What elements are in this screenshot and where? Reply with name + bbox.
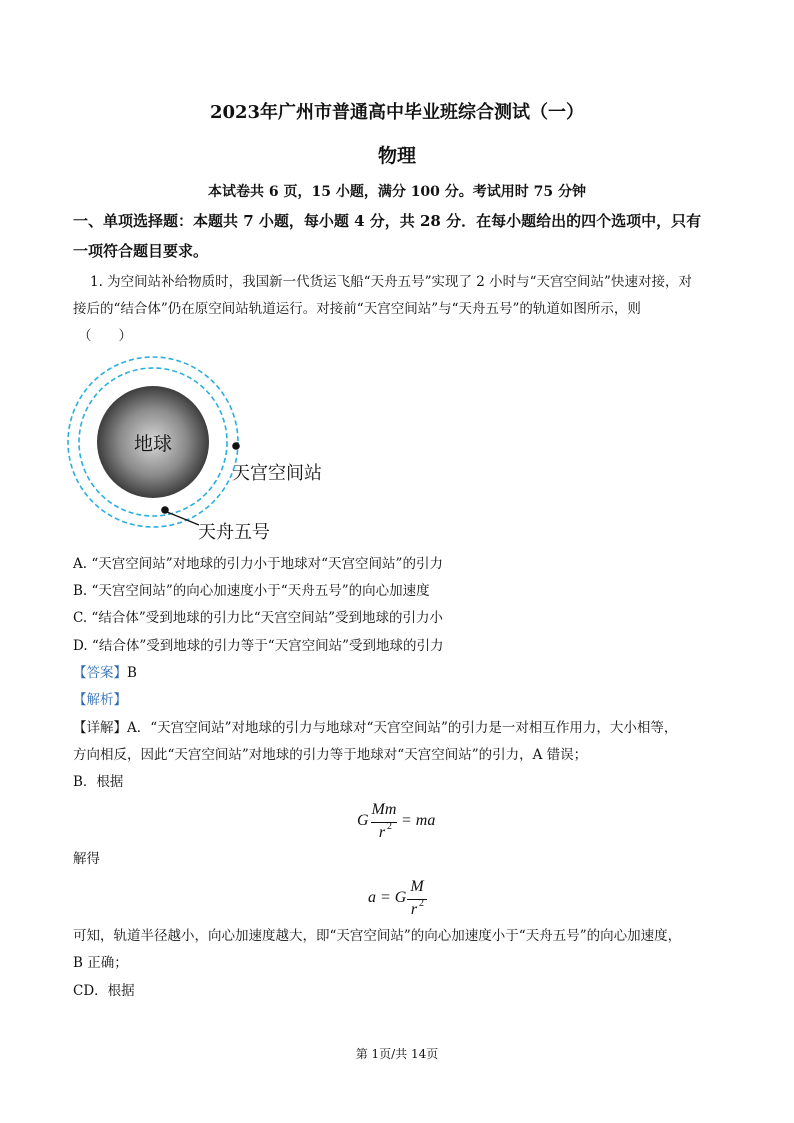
detail-b-intro: B．根据 — [73, 774, 124, 790]
page-number: 第 1页/共 14页 — [355, 1047, 439, 1061]
detail-line-2: 方向相反，因此“天宫空间站”对地球的引力等于地球对“天宫空间站”的引力，A 错误； — [73, 747, 588, 763]
option-b: B. “天宫空间站”的向心加速度小于“天舟五号”的向心加速度 — [73, 583, 430, 599]
ship-label: 天舟五号 — [198, 522, 270, 543]
answer-row — [73, 664, 137, 683]
formula-gravitation — [357, 801, 447, 846]
orbit-figure — [60, 355, 360, 545]
option-d: D. “结合体”受到地球的引力等于“天宫空间站”受到地球的引力 — [73, 638, 444, 654]
question-line-2: 接后的“结合体”仍在原空间站轨道运行。对接前“天宫空间站”与“天舟五号”的轨道如图所示，则 — [73, 301, 641, 317]
subject-title: 物理 — [377, 145, 416, 167]
station-label: 天宫空间站 — [232, 463, 322, 484]
detail-cd-intro: CD．根据 — [73, 983, 135, 999]
detail-label: 【详解】 — [73, 720, 127, 736]
formula1-numerator: Mm — [371, 801, 397, 818]
conclusion-line-2: B 正确； — [73, 955, 128, 971]
question-line-3: （ ） — [78, 328, 132, 344]
detail-line-1 — [73, 719, 677, 738]
question-line-1: 1. 为空间站补给物质时，我国新一代货运飞船“天舟五号”实现了 2 小时与“天宫空间站”快速对接，对 — [90, 274, 692, 290]
conclusion-line-1: 可知，轨道半径越小，向心加速度越大，即“天宫空间站”的向心加速度小于“天舟五号”的向心加速度， — [73, 928, 682, 944]
answer-label: 【答案】 — [73, 665, 127, 681]
earth-label: 地球 — [133, 433, 173, 455]
analysis-label: 【解析】 — [73, 692, 127, 708]
formula2-numerator: M — [410, 878, 424, 895]
formula-acceleration — [368, 878, 438, 923]
ship-leader-line — [167, 512, 199, 525]
answer-value: B — [127, 665, 137, 681]
detail-text-1: A．“天宫空间站”对地球的引力与地球对“天宫空间站”的引力是一对相互作用力，大小相等， — [127, 720, 678, 736]
option-c: C. “结合体”受到地球的引力比“天宫空间站”受到地球的引力小 — [73, 610, 444, 626]
formula1-exponent: 2 — [387, 821, 392, 832]
exam-info: 本试卷共 6 页，15 小题，满分 100 分。考试用时 75 分钟 — [207, 184, 587, 200]
formula2-denominator: r — [410, 901, 418, 918]
formula2-fraction-bar — [407, 899, 427, 900]
formula2-lhs: a = G — [368, 889, 407, 906]
formula1-denominator: r — [378, 824, 386, 841]
formula1-g: G — [357, 812, 369, 829]
section-heading-line1: 一、单项选择题：本题共 7 小题，每小题 4 分，共 28 分．在每小题给出的四个选项中，只有 — [73, 212, 702, 230]
formula2-exponent: 2 — [419, 898, 424, 909]
formula1-fraction-bar — [371, 822, 397, 823]
section-heading-line2: 一项符合题目要求。 — [73, 242, 209, 260]
station-dot — [232, 442, 240, 450]
exam-title: 2023年广州市普通高中毕业班综合测试（一） — [209, 102, 585, 123]
formula1-rhs: = ma — [401, 812, 436, 829]
option-a: A. “天宫空间站”对地球的引力小于地球对“天宫空间站”的引力 — [73, 556, 443, 572]
solve-label: 解得 — [73, 851, 100, 867]
